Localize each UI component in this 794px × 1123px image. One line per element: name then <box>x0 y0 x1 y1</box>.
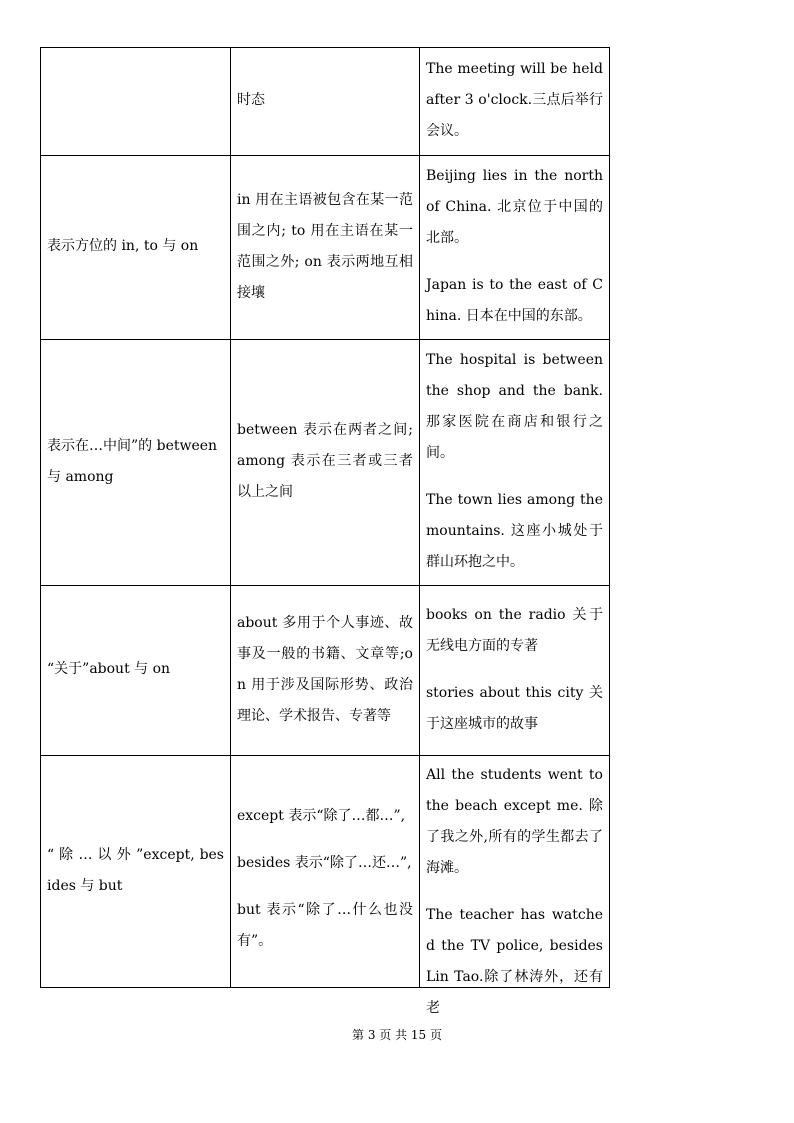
table-row <box>41 586 610 756</box>
example-text: The town lies among the mountains. 这座小城处于群山环抱之中。 <box>426 492 603 570</box>
table-row <box>41 48 610 156</box>
table-row <box>41 156 610 340</box>
explanation-text: besides 表示“除了…还…”, <box>237 854 412 871</box>
example-cell <box>420 340 610 586</box>
example-cell <box>420 586 610 756</box>
example-text: The meeting will be held after 3 o'clock.三点后举行会议。 <box>426 61 603 139</box>
table-row <box>41 756 610 988</box>
usage-cell <box>41 156 231 340</box>
usage-cell <box>41 586 231 756</box>
explanation-cell <box>231 48 420 156</box>
explanation-text: except 表示“除了…都…”, <box>237 807 406 824</box>
explanation-text: between 表示在两者之间; among 表示在三者或三者以上之间 <box>237 422 413 500</box>
preposition-usage-table <box>40 47 610 1016</box>
example-text: The teacher has watched the TV police, besides Lin Tao.除了林涛外，还有老 <box>426 906 603 1016</box>
explanation-cell <box>231 156 420 340</box>
explanation-cell <box>231 340 420 586</box>
page-number-footer: 第 3 页 共 15 页 <box>352 1028 442 1042</box>
example-text: Beijing lies in the north of China. 北京位于中国的北部。 <box>426 168 603 246</box>
example-text: The hospital is between the shop and the bank. 那家医院在商店和银行之间。 <box>426 352 603 461</box>
usage-text: “关于”about 与 on <box>47 661 171 677</box>
usage-text <box>41 99 230 105</box>
example-text: books on the radio 关于无线电方面的专著 <box>426 606 603 654</box>
explanation-cell <box>231 756 420 988</box>
usage-text: 表示方位的 in, to 与 on <box>47 238 199 254</box>
explanation-text: in 用在主语被包含在某一范围之内; to 用在主语在某一范围之外; on 表示两地互相接壤 <box>237 191 413 301</box>
example-text: stories about this city 关于这座城市的故事 <box>426 684 603 732</box>
explanation-text: about 多用于个人事迹、故事及一般的书籍、文章等;on 用于涉及国际形势、政治理论、学术报告、专著等 <box>237 614 413 724</box>
usage-cell <box>41 756 231 988</box>
example-cell <box>420 756 610 1016</box>
usage-cell <box>41 340 231 586</box>
usage-text: 表示在…中间”的 between 与 among <box>47 437 218 485</box>
explanation-cell <box>231 586 420 756</box>
example-text: Japan is to the east of China. 日本在中国的东部。 <box>426 277 603 324</box>
table-row <box>41 340 610 586</box>
explanation-text: but 表示“除了…什么也没有”。 <box>237 901 413 949</box>
example-cell <box>420 156 610 340</box>
explanation-text: 时态 <box>237 92 265 108</box>
usage-cell <box>41 48 231 156</box>
usage-text: “ 除 … 以 外 ”except, besides 与 but <box>47 846 224 894</box>
example-text: All the students went to the beach except me. 除了我之外,所有的学生都去了海滩。 <box>426 766 603 876</box>
example-cell <box>420 48 610 156</box>
